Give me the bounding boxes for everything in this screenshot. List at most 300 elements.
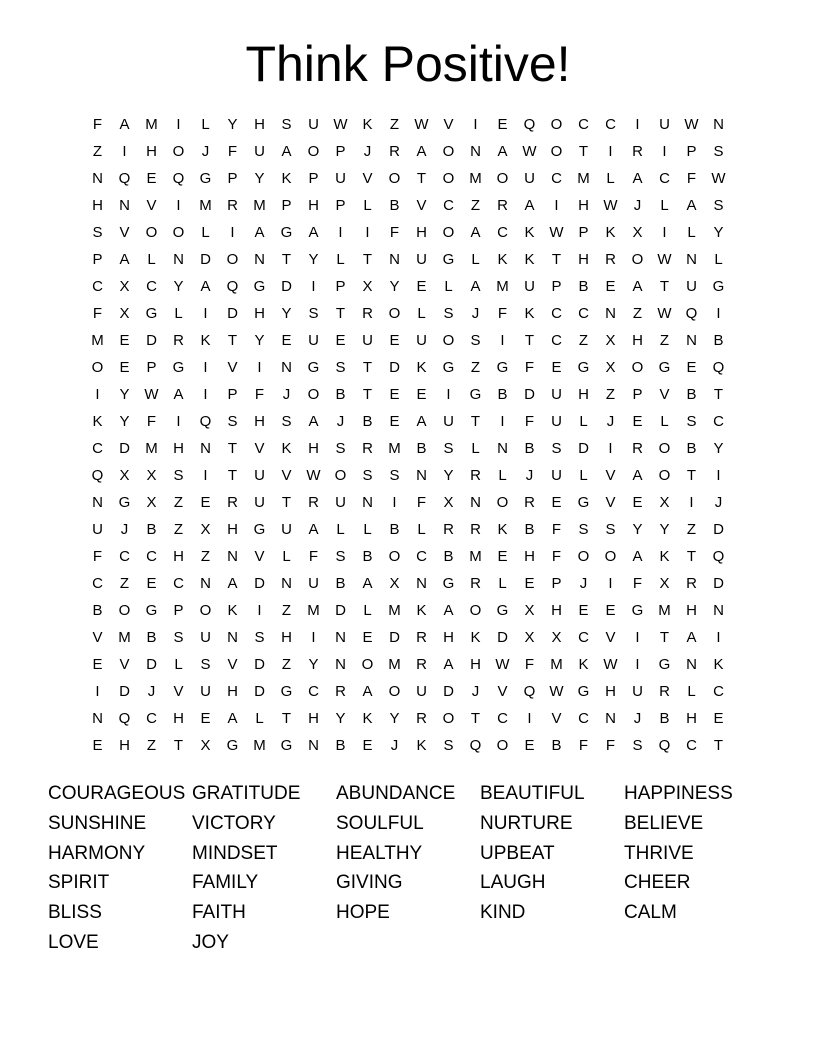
grid-cell[interactable]: K (470, 629, 481, 646)
grid-cell[interactable]: V (119, 656, 130, 673)
grid-cell[interactable]: N (605, 305, 616, 322)
grid-cell[interactable]: Z (470, 359, 481, 376)
grid-cell[interactable]: O (361, 656, 374, 673)
grid-cell[interactable]: O (577, 548, 590, 565)
grid-cell[interactable]: I (122, 143, 127, 160)
grid-cell[interactable]: H (227, 683, 238, 700)
grid-cell[interactable]: E (632, 494, 643, 511)
grid-cell[interactable]: B (146, 521, 157, 538)
grid-cell[interactable]: X (119, 467, 130, 484)
grid-cell[interactable]: A (308, 224, 319, 241)
grid-cell[interactable]: D (119, 683, 130, 700)
grid-cell[interactable]: K (362, 710, 373, 727)
grid-cell[interactable]: S (605, 521, 616, 538)
grid-cell[interactable]: E (146, 575, 157, 592)
grid-cell[interactable]: G (442, 251, 455, 268)
grid-cell[interactable]: A (632, 278, 643, 295)
grid-cell[interactable]: A (470, 224, 481, 241)
grid-cell[interactable]: V (443, 116, 454, 133)
grid-cell[interactable]: E (524, 737, 535, 754)
grid-cell[interactable]: U (200, 683, 211, 700)
grid-cell[interactable]: L (201, 224, 210, 241)
grid-cell[interactable]: A (119, 251, 130, 268)
grid-cell[interactable]: I (635, 656, 640, 673)
grid-cell[interactable]: W (549, 224, 564, 241)
grid-cell[interactable]: N (254, 251, 265, 268)
grid-cell[interactable]: M (550, 656, 563, 673)
grid-cell[interactable]: C (713, 683, 724, 700)
grid-cell[interactable]: H (551, 602, 562, 619)
grid-cell[interactable]: B (335, 575, 346, 592)
grid-cell[interactable]: J (147, 683, 156, 700)
grid-cell[interactable]: I (635, 116, 640, 133)
grid-cell[interactable]: I (95, 683, 100, 700)
grid-cell[interactable]: U (362, 332, 373, 349)
grid-cell[interactable]: R (416, 629, 427, 646)
grid-cell[interactable]: H (173, 710, 184, 727)
grid-cell[interactable]: E (497, 116, 508, 133)
grid-cell[interactable]: V (551, 710, 562, 727)
grid-cell[interactable]: G (145, 602, 158, 619)
grid-cell[interactable]: S (335, 548, 346, 565)
grid-cell[interactable]: L (579, 467, 588, 484)
grid-cell[interactable]: U (92, 521, 103, 538)
grid-cell[interactable]: T (686, 548, 697, 565)
grid-cell[interactable]: D (281, 278, 292, 295)
grid-cell[interactable]: U (254, 143, 265, 160)
grid-cell[interactable]: B (92, 602, 103, 619)
grid-cell[interactable]: K (416, 737, 427, 754)
grid-cell[interactable]: R (605, 251, 616, 268)
grid-cell[interactable]: L (282, 548, 291, 565)
grid-cell[interactable]: M (469, 548, 482, 565)
grid-cell[interactable]: U (551, 386, 562, 403)
grid-cell[interactable]: F (605, 737, 616, 754)
grid-cell[interactable]: H (605, 683, 616, 700)
grid-cell[interactable]: D (146, 656, 157, 673)
grid-cell[interactable]: X (146, 494, 157, 511)
grid-cell[interactable]: W (306, 467, 321, 484)
grid-cell[interactable]: E (416, 278, 427, 295)
grid-cell[interactable]: T (227, 332, 238, 349)
grid-cell[interactable]: Q (523, 116, 536, 133)
grid-cell[interactable]: L (417, 521, 426, 538)
grid-cell[interactable]: B (578, 278, 589, 295)
grid-cell[interactable]: T (578, 143, 589, 160)
grid-cell[interactable]: G (253, 521, 266, 538)
grid-cell[interactable]: A (362, 575, 373, 592)
grid-cell[interactable]: E (551, 359, 562, 376)
grid-cell[interactable]: E (713, 710, 724, 727)
grid-cell[interactable]: Z (659, 332, 670, 349)
grid-cell[interactable]: G (658, 656, 671, 673)
grid-cell[interactable]: R (470, 575, 481, 592)
grid-cell[interactable]: N (686, 332, 697, 349)
grid-cell[interactable]: D (497, 629, 508, 646)
grid-cell[interactable]: N (686, 656, 697, 673)
grid-cell[interactable]: I (473, 116, 478, 133)
grid-cell[interactable]: I (365, 224, 370, 241)
grid-cell[interactable]: O (442, 143, 455, 160)
grid-cell[interactable]: V (227, 656, 238, 673)
grid-cell[interactable]: Z (173, 521, 184, 538)
grid-cell[interactable]: H (92, 197, 103, 214)
grid-cell[interactable]: Y (254, 170, 265, 187)
grid-cell[interactable]: M (145, 116, 158, 133)
grid-cell[interactable]: G (442, 359, 455, 376)
grid-cell[interactable]: O (199, 602, 212, 619)
grid-cell[interactable]: Z (92, 143, 103, 160)
grid-cell[interactable]: E (362, 629, 373, 646)
grid-cell[interactable]: I (662, 224, 667, 241)
grid-cell[interactable]: C (713, 413, 724, 430)
grid-cell[interactable]: L (687, 224, 696, 241)
grid-cell[interactable]: Z (146, 737, 157, 754)
grid-cell[interactable]: I (392, 494, 397, 511)
grid-cell[interactable]: E (146, 170, 157, 187)
grid-cell[interactable]: J (579, 575, 588, 592)
grid-cell[interactable]: Q (685, 305, 698, 322)
grid-cell[interactable]: T (362, 251, 373, 268)
grid-cell[interactable]: Y (713, 224, 724, 241)
grid-cell[interactable]: K (524, 305, 535, 322)
grid-cell[interactable]: O (658, 467, 671, 484)
grid-cell[interactable]: S (443, 440, 454, 457)
grid-cell[interactable]: D (146, 332, 157, 349)
grid-cell[interactable]: Q (118, 710, 131, 727)
grid-cell[interactable]: J (606, 413, 615, 430)
grid-cell[interactable]: S (335, 359, 346, 376)
grid-cell[interactable]: T (173, 737, 184, 754)
grid-cell[interactable]: H (686, 602, 697, 619)
grid-cell[interactable]: A (443, 602, 454, 619)
grid-cell[interactable]: L (498, 467, 507, 484)
grid-cell[interactable]: Q (712, 548, 725, 565)
grid-cell[interactable]: V (605, 629, 616, 646)
grid-cell[interactable]: L (471, 440, 480, 457)
grid-cell[interactable]: K (416, 359, 427, 376)
grid-cell[interactable]: J (471, 305, 480, 322)
grid-cell[interactable]: J (120, 521, 129, 538)
grid-cell[interactable]: S (227, 413, 238, 430)
grid-cell[interactable]: E (524, 575, 535, 592)
grid-cell[interactable]: C (578, 116, 589, 133)
grid-cell[interactable]: T (227, 467, 238, 484)
grid-cell[interactable]: Y (713, 440, 724, 457)
grid-cell[interactable]: C (578, 305, 589, 322)
grid-cell[interactable]: G (496, 359, 509, 376)
grid-cell[interactable]: K (578, 656, 589, 673)
grid-cell[interactable]: O (91, 359, 104, 376)
grid-cell[interactable]: Z (578, 332, 589, 349)
grid-cell[interactable]: T (362, 359, 373, 376)
grid-cell[interactable]: X (200, 521, 211, 538)
grid-cell[interactable]: R (470, 467, 481, 484)
grid-cell[interactable]: B (524, 521, 535, 538)
grid-cell[interactable]: X (443, 494, 454, 511)
grid-cell[interactable]: F (92, 116, 103, 133)
grid-cell[interactable]: K (497, 521, 508, 538)
grid-cell[interactable]: Z (470, 197, 481, 214)
grid-cell[interactable]: P (92, 251, 103, 268)
grid-cell[interactable]: C (416, 548, 427, 565)
grid-cell[interactable]: R (497, 197, 508, 214)
grid-cell[interactable]: K (227, 602, 238, 619)
grid-cell[interactable]: O (226, 251, 239, 268)
grid-cell[interactable]: X (659, 575, 670, 592)
grid-cell[interactable]: C (686, 737, 697, 754)
grid-cell[interactable]: F (227, 143, 238, 160)
grid-cell[interactable]: G (280, 224, 293, 241)
grid-cell[interactable]: L (147, 251, 156, 268)
grid-cell[interactable]: U (200, 629, 211, 646)
grid-cell[interactable]: H (470, 656, 481, 673)
grid-cell[interactable]: S (200, 656, 211, 673)
grid-cell[interactable]: R (632, 440, 643, 457)
grid-cell[interactable]: W (684, 116, 699, 133)
grid-cell[interactable]: Y (389, 710, 400, 727)
grid-cell[interactable]: D (713, 575, 724, 592)
grid-cell[interactable]: I (203, 467, 208, 484)
grid-cell[interactable]: N (173, 251, 184, 268)
grid-cell[interactable]: V (146, 197, 157, 214)
grid-cell[interactable]: F (92, 548, 103, 565)
grid-cell[interactable]: A (686, 629, 697, 646)
grid-cell[interactable]: E (335, 332, 346, 349)
grid-cell[interactable]: L (174, 656, 183, 673)
grid-cell[interactable]: B (443, 548, 454, 565)
grid-cell[interactable]: G (577, 494, 590, 511)
grid-cell[interactable]: Q (118, 170, 131, 187)
grid-cell[interactable]: R (362, 440, 373, 457)
grid-cell[interactable]: H (173, 548, 184, 565)
grid-cell[interactable]: F (524, 359, 535, 376)
grid-cell[interactable]: A (497, 143, 508, 160)
grid-cell[interactable]: P (551, 278, 562, 295)
grid-cell[interactable]: U (254, 467, 265, 484)
grid-cell[interactable]: E (497, 548, 508, 565)
grid-cell[interactable]: J (714, 494, 723, 511)
grid-cell[interactable]: R (632, 143, 643, 160)
grid-cell[interactable]: R (416, 656, 427, 673)
grid-cell[interactable]: R (308, 494, 319, 511)
grid-cell[interactable]: Q (523, 683, 536, 700)
grid-cell[interactable]: Z (281, 602, 292, 619)
grid-cell[interactable]: O (388, 305, 401, 322)
grid-cell[interactable]: X (200, 737, 211, 754)
grid-cell[interactable]: N (470, 494, 481, 511)
grid-cell[interactable]: F (416, 494, 427, 511)
grid-cell[interactable]: S (632, 737, 643, 754)
grid-cell[interactable]: N (605, 710, 616, 727)
grid-cell[interactable]: E (551, 494, 562, 511)
grid-cell[interactable]: S (173, 467, 184, 484)
grid-cell[interactable]: H (443, 629, 454, 646)
grid-cell[interactable]: E (362, 737, 373, 754)
grid-cell[interactable]: S (551, 440, 562, 457)
grid-cell[interactable]: I (716, 305, 721, 322)
grid-cell[interactable]: A (416, 143, 427, 160)
grid-cell[interactable]: P (335, 278, 346, 295)
grid-cell[interactable]: C (497, 224, 508, 241)
grid-cell[interactable]: A (308, 521, 319, 538)
grid-cell[interactable]: M (91, 332, 104, 349)
grid-cell[interactable]: L (363, 521, 372, 538)
grid-cell[interactable]: R (686, 575, 697, 592)
grid-cell[interactable]: O (172, 224, 185, 241)
grid-cell[interactable]: K (524, 251, 535, 268)
grid-cell[interactable]: Y (389, 278, 400, 295)
grid-cell[interactable]: G (172, 359, 185, 376)
grid-cell[interactable]: F (524, 413, 535, 430)
grid-cell[interactable]: U (659, 116, 670, 133)
grid-cell[interactable]: B (389, 197, 400, 214)
grid-cell[interactable]: U (632, 683, 643, 700)
grid-cell[interactable]: E (389, 332, 400, 349)
grid-cell[interactable]: K (92, 413, 103, 430)
grid-cell[interactable]: O (550, 116, 563, 133)
grid-cell[interactable]: O (631, 359, 644, 376)
grid-cell[interactable]: F (551, 521, 562, 538)
grid-cell[interactable]: C (308, 683, 319, 700)
grid-cell[interactable]: Y (443, 467, 454, 484)
grid-cell[interactable]: H (308, 440, 319, 457)
grid-cell[interactable]: A (227, 710, 238, 727)
grid-cell[interactable]: H (524, 548, 535, 565)
grid-cell[interactable]: N (200, 440, 211, 457)
grid-cell[interactable]: B (362, 413, 373, 430)
grid-cell[interactable]: T (713, 386, 724, 403)
grid-cell[interactable]: M (658, 602, 671, 619)
grid-cell[interactable]: R (470, 521, 481, 538)
grid-cell[interactable]: U (335, 170, 346, 187)
grid-cell[interactable]: E (605, 602, 616, 619)
grid-cell[interactable]: N (92, 494, 103, 511)
grid-cell[interactable]: R (227, 494, 238, 511)
grid-cell[interactable]: C (551, 170, 562, 187)
grid-cell[interactable]: F (92, 305, 103, 322)
grid-cell[interactable]: U (308, 332, 319, 349)
grid-cell[interactable]: H (686, 710, 697, 727)
grid-cell[interactable]: H (119, 737, 130, 754)
grid-cell[interactable]: L (363, 602, 372, 619)
grid-cell[interactable]: R (524, 494, 535, 511)
grid-cell[interactable]: S (578, 521, 589, 538)
grid-cell[interactable]: N (713, 116, 724, 133)
grid-cell[interactable]: C (173, 575, 184, 592)
grid-cell[interactable]: C (578, 629, 589, 646)
grid-cell[interactable]: T (281, 251, 292, 268)
grid-cell[interactable]: V (362, 170, 373, 187)
grid-cell[interactable]: I (608, 143, 613, 160)
grid-cell[interactable]: X (524, 629, 535, 646)
grid-cell[interactable]: A (632, 170, 643, 187)
grid-cell[interactable]: O (496, 170, 509, 187)
grid-cell[interactable]: I (257, 359, 262, 376)
grid-cell[interactable]: I (203, 305, 208, 322)
grid-cell[interactable]: V (173, 683, 184, 700)
grid-cell[interactable]: V (605, 467, 616, 484)
grid-cell[interactable]: I (500, 413, 505, 430)
grid-cell[interactable]: V (254, 440, 265, 457)
grid-cell[interactable]: F (389, 224, 400, 241)
grid-cell[interactable]: A (281, 143, 292, 160)
grid-cell[interactable]: U (524, 170, 535, 187)
grid-cell[interactable]: T (470, 710, 481, 727)
grid-cell[interactable]: W (549, 683, 564, 700)
grid-cell[interactable]: I (716, 629, 721, 646)
grid-cell[interactable]: X (659, 494, 670, 511)
grid-cell[interactable]: L (606, 170, 615, 187)
grid-cell[interactable]: A (227, 575, 238, 592)
grid-cell[interactable]: N (281, 575, 292, 592)
grid-cell[interactable]: O (442, 170, 455, 187)
grid-cell[interactable]: S (308, 305, 319, 322)
grid-cell[interactable]: L (201, 116, 210, 133)
grid-cell[interactable]: G (145, 305, 158, 322)
grid-cell[interactable]: V (605, 494, 616, 511)
grid-cell[interactable]: A (470, 278, 481, 295)
grid-cell[interactable]: A (686, 197, 697, 214)
grid-cell[interactable]: L (336, 521, 345, 538)
grid-cell[interactable]: U (686, 278, 697, 295)
grid-cell[interactable]: V (227, 359, 238, 376)
grid-cell[interactable]: M (388, 440, 401, 457)
grid-cell[interactable]: L (660, 197, 669, 214)
grid-cell[interactable]: B (497, 386, 508, 403)
grid-cell[interactable]: O (469, 602, 482, 619)
grid-cell[interactable]: P (578, 224, 589, 241)
grid-cell[interactable]: C (92, 440, 103, 457)
grid-cell[interactable]: D (227, 305, 238, 322)
grid-cell[interactable]: G (253, 278, 266, 295)
grid-cell[interactable]: O (604, 548, 617, 565)
grid-cell[interactable]: F (632, 575, 643, 592)
grid-cell[interactable]: I (635, 629, 640, 646)
grid-cell[interactable]: B (416, 440, 427, 457)
grid-cell[interactable]: O (550, 143, 563, 160)
grid-cell[interactable]: C (92, 278, 103, 295)
grid-cell[interactable]: H (416, 224, 427, 241)
grid-cell[interactable]: I (176, 413, 181, 430)
grid-cell[interactable]: I (689, 494, 694, 511)
grid-cell[interactable]: M (469, 170, 482, 187)
grid-cell[interactable]: V (254, 548, 265, 565)
grid-cell[interactable]: S (92, 224, 103, 241)
grid-cell[interactable]: Z (200, 548, 211, 565)
grid-cell[interactable]: L (579, 413, 588, 430)
grid-cell[interactable]: I (176, 116, 181, 133)
grid-cell[interactable]: P (281, 197, 292, 214)
grid-cell[interactable]: O (334, 467, 347, 484)
grid-cell[interactable]: E (119, 332, 130, 349)
grid-cell[interactable]: Q (91, 467, 104, 484)
grid-cell[interactable]: X (389, 575, 400, 592)
grid-cell[interactable]: I (95, 386, 100, 403)
grid-cell[interactable]: S (389, 467, 400, 484)
grid-cell[interactable]: Y (254, 332, 265, 349)
grid-cell[interactable]: S (713, 143, 724, 160)
grid-cell[interactable]: I (230, 224, 235, 241)
grid-cell[interactable]: A (524, 197, 535, 214)
grid-cell[interactable]: S (281, 116, 292, 133)
grid-cell[interactable]: T (470, 413, 481, 430)
grid-cell[interactable]: R (335, 683, 346, 700)
grid-cell[interactable]: F (524, 656, 535, 673)
grid-cell[interactable]: M (388, 602, 401, 619)
grid-cell[interactable]: O (388, 170, 401, 187)
grid-cell[interactable]: L (660, 413, 669, 430)
